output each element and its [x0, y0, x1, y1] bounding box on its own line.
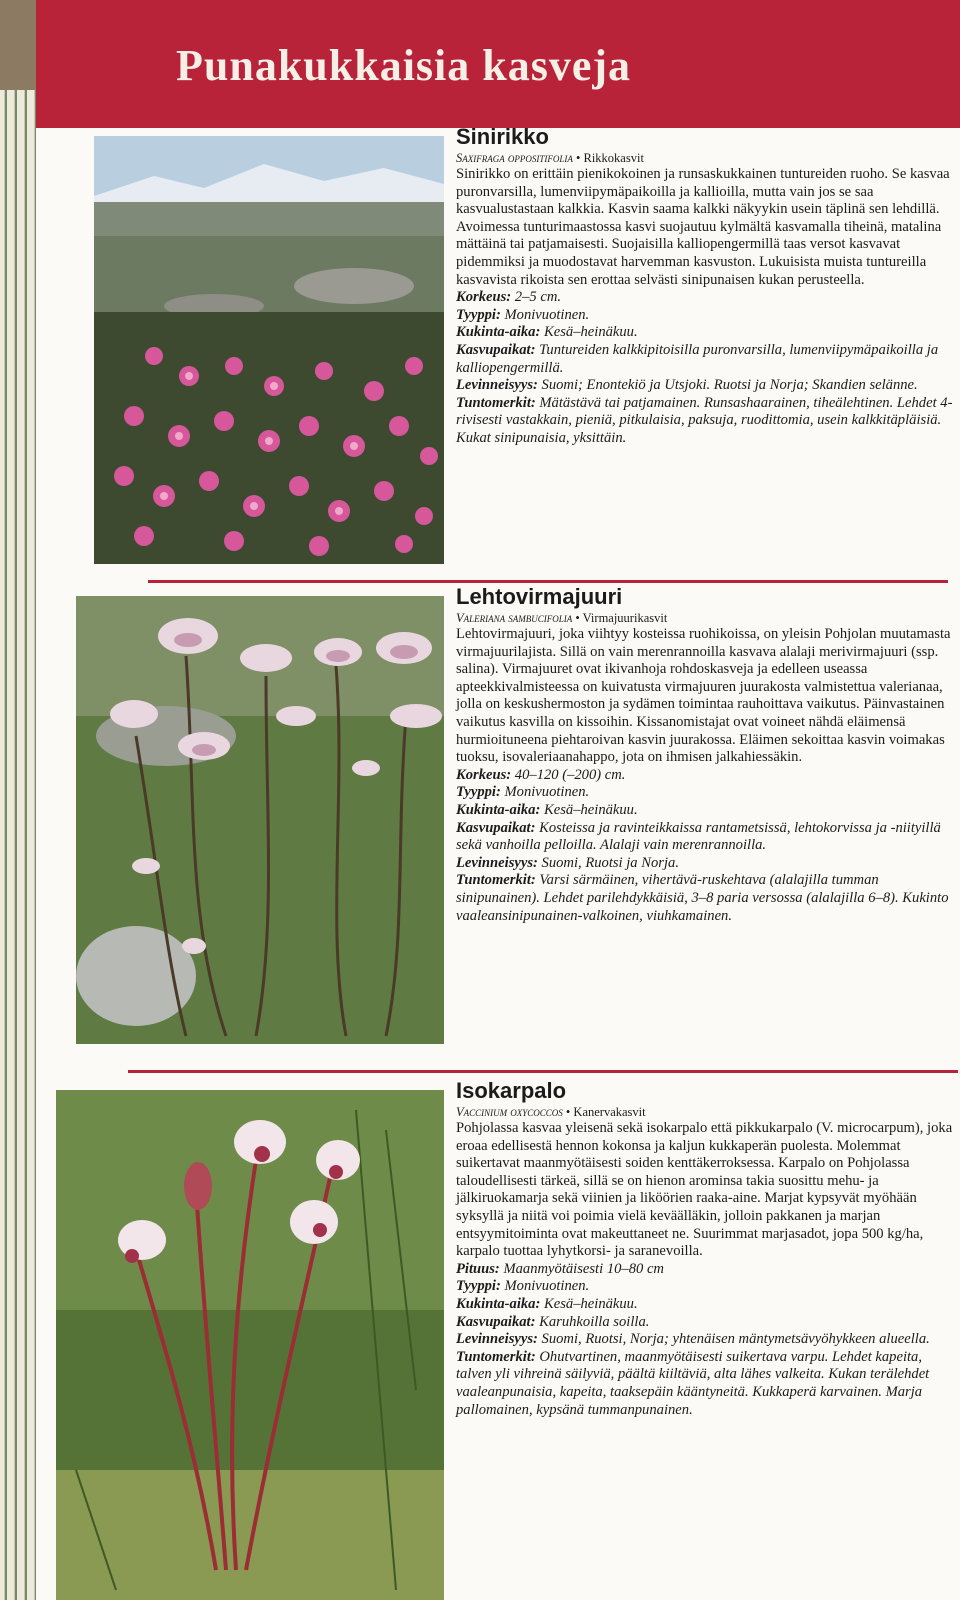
entry-description: Pohjolassa kasvaa yleisenä sekä isokarpalo että pikkukarpalo (V. microcarpum), joka eroaa edellisestä hennon kokonsa ja kaljun kukkaperän puolesta. Molemmat suikertavat maanmyötäisesti soiden kenttäkerroksessa. Karpalo on Pohjolassa taloudellisesti tärkeä, sillä se on hienon arominsa takia suosittu mehu- ja jälkiruokamarja sekä viinien ja liköörien raaka-aine. Marjat kypsyvät myöhään syksyllä ja niitä voi poimia vielä keväälläkin, jolloin pakkanen ja marjan entsyymitoiminta ovat makeuttaneet ne. Suurimmat marjasadot, jopa 500 kg/ha, karpalo tuottaa lyhytkorsi- ja saranevoilla. — [456, 1120, 953, 1260]
section-divider — [148, 580, 948, 583]
latin-name: Saxifraga oppositifolia — [456, 151, 573, 165]
fact-type: Tyyppi: Monivuotinen. — [456, 306, 590, 323]
entry-name: Isokarpalo — [456, 1078, 567, 1103]
fact-flowering: Kukinta-aika: Kesä–heinäkuu. — [456, 324, 638, 341]
fact-type: Tyyppi: Monivuotinen. — [456, 784, 590, 801]
plant-family: Rikkokasvit — [583, 151, 644, 165]
fact-habitat: Kasvupaikat: Tuntureiden kalkkipitoisilla puronvarsilla, lumenviipymäpaikoilla ja kalliopengermillä. — [456, 341, 939, 376]
latin-name: Valeriana sambucifolia — [456, 611, 573, 625]
fact-habitat: Kasvupaikat: Karuhkoilla soilla. — [456, 1313, 650, 1330]
entry-latin-line: Saxifraga oppositifolia • Rikkokasvit — [456, 151, 644, 165]
fact-distribution: Levinneisyys: Suomi; Enontekiö ja Utsjoki. Ruotsi ja Norja; Skandien selänne. — [456, 377, 918, 394]
section-title: Punakukkaisia kasveja — [176, 41, 632, 90]
isokarpalo-photo — [56, 1090, 444, 1600]
plant-family: Virmajuurikasvit — [582, 611, 668, 625]
entry-description: Sinirikko on erittäin pienikokoinen ja runsaskukkainen tuntureiden ruoho. Se kasvaa puronvarsilla, lumenviipymäpaikoilla ja kallioilla, mutta vain jos se saa kasvualustastaan kalkkia. Kasvin saama kalkki näkyykin usein täplinä sen lehdillä. Avoimessa tunturimaastossa kasvi suojautuu kylmältä kasvamalla tiheinä, matalina mättäinä tai patjamaisesti. Suojaisilla kalliopengermillä taas versot kasvavat pidemmiksi ja muodostavat harvemman kasvuston. Lukuisista muista tuntureilla kasvavista rikoista sen erottaa selvästi sinipunaisen kukan perusteella. — [456, 166, 950, 288]
entry-name: Sinirikko — [456, 124, 549, 149]
fact-distribution: Levinneisyys: Suomi, Ruotsi, Norja; yhtenäisen mäntymetsävyöhykkeen alueella. — [456, 1331, 930, 1348]
book-page — [36, 0, 960, 1600]
fact-features: Tuntomerkit: Varsi särmäinen, vihertävä-ruskehtava (alalajilla tumman sinipunainen). Lehdet parilehdykkäisiä, 3–8 paria versossa (alalajilla 6–8). Kukinto vaaleansinipunainen-valkoinen, viuhkamainen. — [456, 872, 949, 924]
fact-distribution: Levinneisyys: Suomi, Ruotsi ja Norja. — [456, 854, 679, 871]
entry-description: Lehtovirmajuuri, joka viihtyy kosteissa ruohikoissa, on yleisin Pohjolan muutamasta virmajuurilajista. Sillä on vain merenrannoilla kasvava alalaji merivirmajuuri (ssp. salina). Virmajuuret ovat ikivanhoja rohdoskasveja ja edelleen useassa apteekkivalmisteessa on kuivatusta virmajuuren juurakosta valmistettua valerianaa, jolla on keskushermoston ja sydämen toimintaa rauhoittava vaikutus. Päinvastainen vaikutus kasvilla on kissoihin. Kissanomistajat ovat voineet nähdä eläimensä hurmioituneena piehtaroivan kasvin juurakossa. Eläimen sekoittaa kasvin voimakas tuoksu, isovaleriaanahappo, jota on ihmisen jalkahiessäkin. — [456, 626, 951, 766]
fact-flowering: Kukinta-aika: Kesä–heinäkuu. — [456, 801, 638, 818]
section-header — [36, 0, 960, 128]
fact-type: Tyyppi: Monivuotinen. — [456, 1278, 590, 1295]
entry-sinirikko — [456, 124, 956, 448]
entry-isokarpalo — [456, 1078, 956, 1419]
fact-height: Korkeus: 2–5 cm. — [456, 289, 562, 306]
entry-name: Lehtovirmajuuri — [456, 584, 623, 609]
plant-family: Kanervakasvit — [573, 1105, 646, 1119]
fact-height: Korkeus: 40–120 (–200) cm. — [456, 766, 626, 783]
sinirikko-photo — [94, 136, 444, 564]
fact-features: Tuntomerkit: Mätästävä tai patjamainen. Runsashaarainen, tiheälehtinen. Lehdet 4-rivisesti vastakkain, pieniä, pitkulaisia, paksuja, ruodittomia, usein kalkkitäpläisiä. Kukat sinipunaisia, yksittäin. — [456, 394, 953, 446]
entry-lehtovirmajuuri — [456, 584, 956, 925]
entry-latin-line: Valeriana sambucifolia • Virmajuurikasvit — [456, 611, 668, 625]
fact-features: Tuntomerkit: Ohutvartinen, maanmyötäisesti suikertava varpu. Lehdet kapeita, talven yli vihreinä säilyviä, päältä kiiltäviä, alta lähes valkeita. Kukan terälehdet vaaleanpunaisia, kapeita, taaksepäin kääntyneitä. Kukkaperä karvainen. Marja pallomainen, kypsänä tummanpunainen. — [456, 1348, 930, 1418]
fact-habitat: Kasvupaikat: Kosteissa ja ravinteikkaissa rantametsissä, lehtokorvissa ja -niityillä sekä vanhoilla pelloilla. Alalaji vain merenrannoilla. — [456, 819, 941, 854]
page-edges — [0, 90, 36, 1600]
latin-name: Vaccinium oxycoccos — [456, 1105, 563, 1119]
fact-length: Pituus: Maanmyötäisesti 10–80 cm — [456, 1260, 664, 1277]
entry-latin-line: Vaccinium oxycoccos • Kanervakasvit — [456, 1105, 646, 1119]
fact-flowering: Kukinta-aika: Kesä–heinäkuu. — [456, 1295, 638, 1312]
lehtovirmajuuri-photo — [76, 596, 444, 1044]
section-divider — [128, 1070, 958, 1073]
